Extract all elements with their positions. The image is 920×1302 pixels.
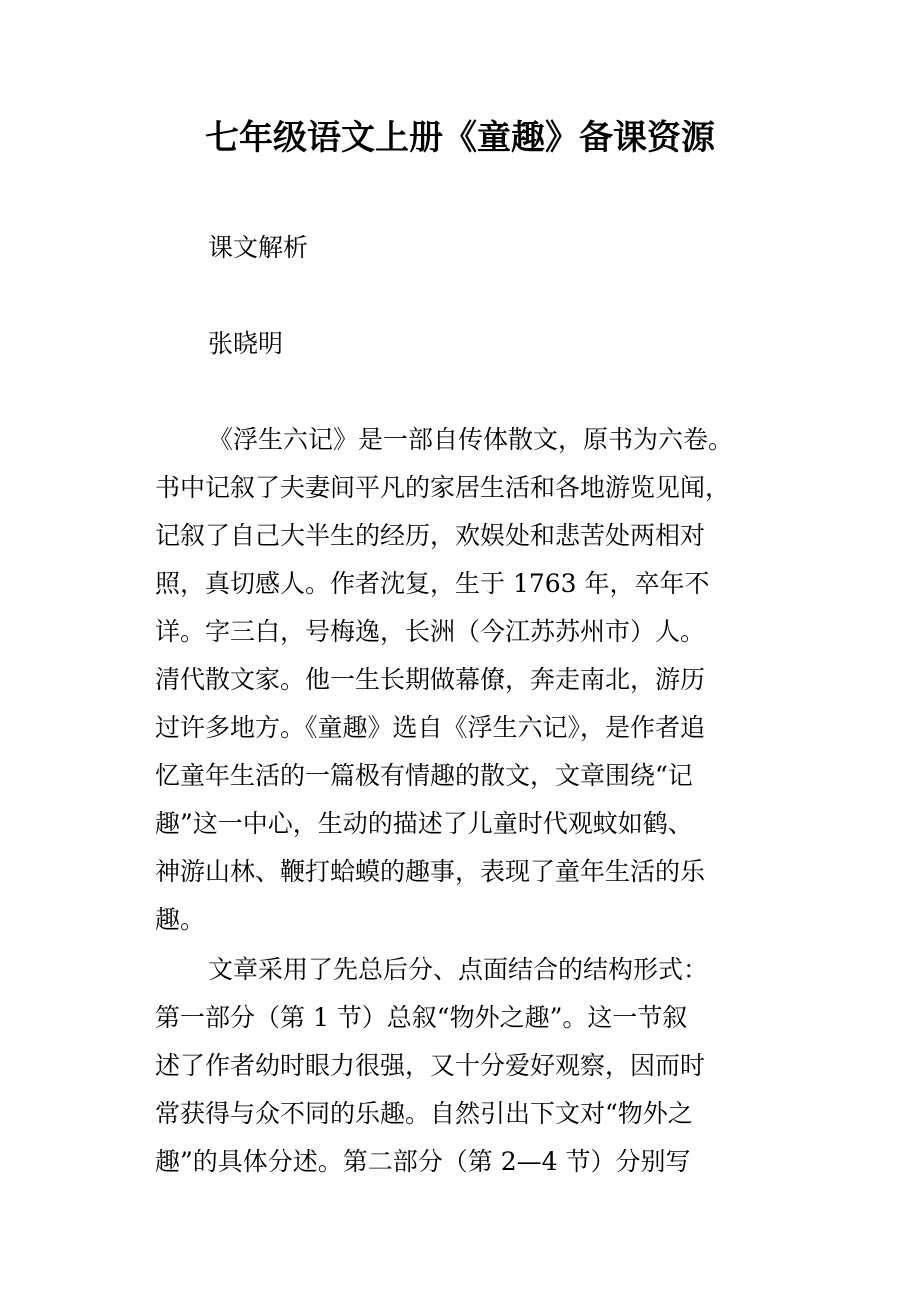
paragraph-line: 照，真切感人。作者沈复，生于 1763 年，卒年不: [155, 569, 710, 598]
paragraph-line: 过许多地方。《童趣》选自《浮生六记》，是作者追: [155, 713, 706, 742]
paragraph-line: 记叙了自己大半生的经历，欢娱处和悲苦处两相对: [155, 521, 706, 550]
paragraph-line: 清代散文家。他一生长期做幕僚，奔走南北，游历: [155, 665, 706, 694]
paragraph-line: 文章采用了先总后分、点面结合的结构形式：: [208, 955, 709, 984]
paragraph-line: 趣。: [155, 905, 206, 934]
document-title: 七年级语文上册《童趣》备课资源: [205, 118, 715, 158]
paragraph-line: 《浮生六记》是一部自传体散文，原书为六卷。: [208, 425, 734, 454]
paragraph-line: 常获得与众不同的乐趣。自然引出下文对“物外之: [155, 1099, 693, 1128]
author-name: 张晓明: [208, 329, 284, 358]
paragraph-line: 详。字三白，号梅逸，长洲（今江苏苏州市）人。: [155, 617, 706, 646]
paragraph-line: 第一部分（第 1 节）总叙“物外之趣”。这一节叙: [155, 1003, 688, 1032]
paragraph-line: 述了作者幼时眼力很强，又十分爱好观察，因而时: [155, 1051, 706, 1080]
paragraph-line: 书中记叙了夫妻间平凡的家居生活和各地游览见闻，: [155, 473, 731, 502]
paragraph-line: 忆童年生活的一篇极有情趣的散文，文章围绕“记: [155, 761, 693, 790]
paragraph-line: 神游山林、鞭打蛤蟆的趣事，表现了童年生活的乐: [155, 857, 706, 886]
paragraph-line: 趣”这一中心，生动的描述了儿童时代观蚊如鹤、: [155, 809, 693, 838]
section-heading: 课文解析: [208, 233, 309, 262]
paragraph-line: 趣”的具体分述。第二部分（第 2—4 节）分别写: [155, 1147, 691, 1176]
